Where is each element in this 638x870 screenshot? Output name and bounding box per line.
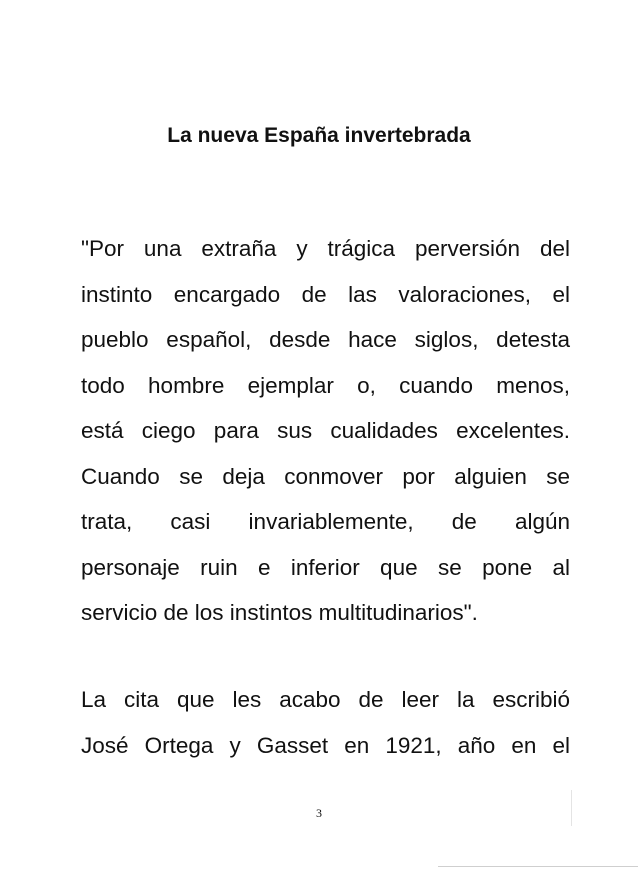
body-line: José Ortega y Gasset en 1921, año en el xyxy=(81,732,570,758)
page-number: 3 xyxy=(316,806,322,820)
quote-line: servicio de los instintos multitudinarios". xyxy=(81,600,478,625)
scan-artifact-mark xyxy=(571,790,572,826)
quote-paragraph xyxy=(81,226,570,636)
document-title: La nueva España invertebrada xyxy=(167,124,471,147)
quote-line: trata, casi invariablemente, de algún xyxy=(81,509,570,534)
quote-line: pueblo español, desde hace siglos, detesta xyxy=(81,327,570,352)
quote-line: "Por una extraña y trágica perversión del xyxy=(81,236,570,261)
body-line: La cita que les acabo de leer la escribió xyxy=(81,687,570,712)
quote-line: está ciego para sus cualidades excelentes. xyxy=(81,418,570,443)
quote-line: instinto encargado de las valoraciones, el xyxy=(81,281,570,307)
quote-line: Cuando se deja conmover por alguien se xyxy=(81,463,570,489)
body-paragraph xyxy=(81,677,570,768)
quote-line: personaje ruin e inferior que se pone al xyxy=(81,554,570,580)
quote-line: todo hombre ejemplar o, cuando menos, xyxy=(81,372,570,398)
scan-artifact-rule xyxy=(438,866,638,867)
